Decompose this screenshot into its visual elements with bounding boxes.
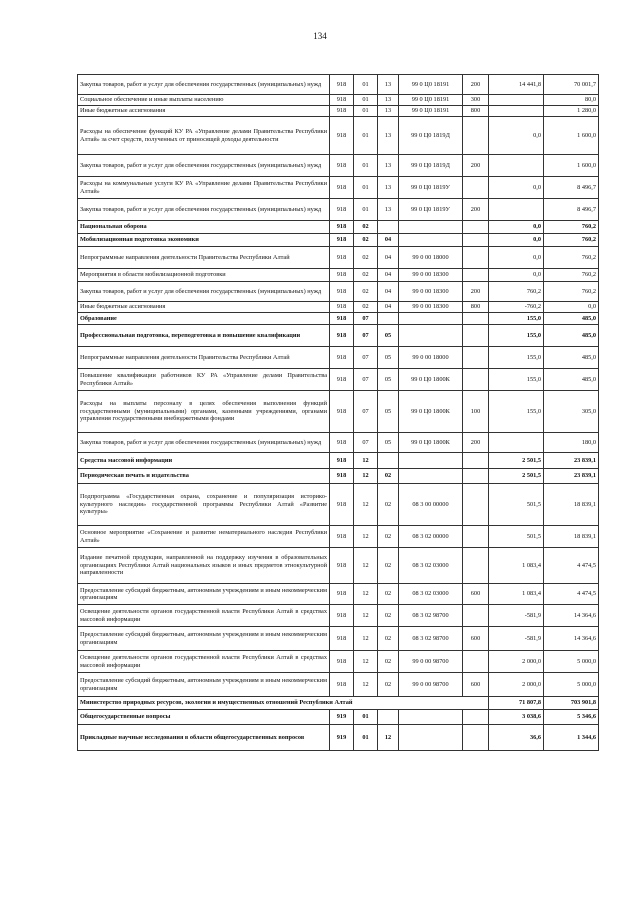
subsection-code-cell: 04 [378,234,399,247]
subsection-code-cell: 05 [378,369,399,391]
amount-change-cell: 0,0 [489,247,544,269]
amount-total-cell: 4 474,5 [544,548,599,584]
subsection-code-cell: 04 [378,302,399,313]
section-code-cell: 07 [354,313,378,325]
amount-change-cell: 2 501,5 [489,453,544,469]
subsection-code-cell: 13 [378,106,399,117]
target-article-cell: 08 3 00 00000 [399,484,463,526]
section-code-cell: 01 [354,75,378,95]
amount-change-cell: 3 038,6 [489,710,544,725]
table-row [78,313,599,325]
ministry-code-cell: 918 [330,117,354,155]
expense-type-cell: 600 [463,584,489,605]
ministry-code-cell: 918 [330,347,354,369]
amount-total-cell: 14 364,6 [544,605,599,627]
target-article-cell: 08 3 02 98700 [399,605,463,627]
table-row [78,369,599,391]
ministry-code-cell: 918 [330,369,354,391]
subsection-code-cell: 02 [378,469,399,484]
ministry-code-cell: 918 [330,95,354,106]
amount-change-cell: 36,6 [489,725,544,751]
subsection-code-cell [378,710,399,725]
expense-type-cell [463,221,489,234]
amount-change-cell: -760,2 [489,302,544,313]
ministry-code-cell: 918 [330,584,354,605]
budget-table [77,74,599,751]
table-row [78,605,599,627]
target-article-cell: 08 3 02 98700 [399,627,463,651]
table-row [78,95,599,106]
table-row [78,234,599,247]
row-name-cell: Подпрограмма «Государственная охрана, сохранение и популяризация историко-культурного наследия» государственной программы Республики Алтай «Развитие культуры» [78,484,330,526]
amount-change-cell: -581,9 [489,627,544,651]
subsection-code-cell: 13 [378,95,399,106]
table-row [78,221,599,234]
expense-type-cell: 200 [463,433,489,453]
section-code-cell: 07 [354,347,378,369]
section-code-cell: 01 [354,117,378,155]
table-row [78,75,599,95]
amount-total-cell: 760,2 [544,282,599,302]
amount-total-cell: 703 901,8 [544,697,599,710]
table-row [78,584,599,605]
amount-change-cell: 155,0 [489,313,544,325]
section-code-cell: 12 [354,651,378,673]
amount-total-cell: 23 839,1 [544,469,599,484]
section-code-cell: 07 [354,391,378,433]
ministry-code-cell: 919 [330,710,354,725]
expense-type-cell: 600 [463,673,489,697]
ministry-code-cell: 918 [330,75,354,95]
ministry-code-cell: 918 [330,391,354,433]
expense-type-cell: 200 [463,155,489,177]
expense-type-cell [463,117,489,155]
amount-change-cell: 2 501,5 [489,469,544,484]
subsection-code-cell: 02 [378,627,399,651]
amount-change-cell: 14 441,8 [489,75,544,95]
ministry-code-cell: 918 [330,177,354,199]
target-article-cell: 99 0 Ц0 18191 [399,95,463,106]
expense-type-cell: 100 [463,391,489,433]
row-name-cell: Прикладные научные исследования в области общегосударственных вопросов [78,725,330,751]
expense-type-cell [463,651,489,673]
expense-type-cell: 300 [463,95,489,106]
section-code-cell: 12 [354,469,378,484]
amount-change-cell: -581,9 [489,605,544,627]
subsection-code-cell: 02 [378,584,399,605]
amount-total-cell: 80,0 [544,95,599,106]
amount-change-cell: 2 000,0 [489,651,544,673]
section-code-cell: 01 [354,155,378,177]
amount-change-cell: 155,0 [489,369,544,391]
table-row [78,325,599,347]
target-article-cell [399,725,463,751]
table-row [78,269,599,282]
target-article-cell [399,234,463,247]
section-code-cell: 12 [354,605,378,627]
amount-total-cell: 8 496,7 [544,177,599,199]
amount-total-cell: 760,2 [544,247,599,269]
row-name-cell: Национальная оборона [78,221,330,234]
amount-total-cell: 1 344,6 [544,725,599,751]
section-code-cell: 12 [354,673,378,697]
amount-change-cell [489,433,544,453]
ministry-code-cell: 918 [330,269,354,282]
section-code-cell: 01 [354,725,378,751]
table-row [78,627,599,651]
row-name-cell: Освещение деятельности органов государственной власти Республики Алтай в средствах массовой информации [78,605,330,627]
ministry-code-cell: 918 [330,605,354,627]
row-name-cell: Общегосударственные вопросы [78,710,330,725]
target-article-cell: 08 3 02 03000 [399,584,463,605]
section-code-cell: 01 [354,199,378,221]
subsection-code-cell: 05 [378,325,399,347]
table-row [78,347,599,369]
table-row [78,710,599,725]
row-name-cell: Предоставление субсидий бюджетным, автономным учреждениям и иным некоммерческим организациям [78,584,330,605]
subsection-code-cell: 02 [378,605,399,627]
target-article-cell [399,453,463,469]
ministry-code-cell: 918 [330,469,354,484]
subsection-code-cell: 13 [378,75,399,95]
amount-total-cell: 180,0 [544,433,599,453]
row-name-cell: Предоставление субсидий бюджетным, автономным учреждениям и иным некоммерческим организациям [78,627,330,651]
subsection-code-cell: 02 [378,673,399,697]
row-name-cell: Периодическая печать и издательства [78,469,330,484]
table-row [78,548,599,584]
section-code-cell: 12 [354,484,378,526]
expense-type-cell [463,347,489,369]
amount-change-cell: 1 083,4 [489,584,544,605]
expense-type-cell [463,725,489,751]
ministry-code-cell: 918 [330,247,354,269]
amount-total-cell: 485,0 [544,369,599,391]
amount-total-cell: 485,0 [544,347,599,369]
amount-total-cell: 485,0 [544,313,599,325]
target-article-cell: 99 0 Ц0 1819У [399,199,463,221]
row-name-cell: Непрограммные направления деятельности Правительства Республики Алтай [78,347,330,369]
amount-total-cell: 0,0 [544,302,599,313]
row-name-cell: Закупка товаров, работ и услуг для обеспечения государственных (муниципальных) нужд [78,75,330,95]
section-code-cell: 12 [354,627,378,651]
amount-change-cell: 155,0 [489,347,544,369]
table-row [78,651,599,673]
amount-total-cell: 5 000,0 [544,673,599,697]
subsection-code-cell [378,313,399,325]
section-code-cell: 02 [354,221,378,234]
table-row [78,469,599,484]
ministry-code-cell: 918 [330,282,354,302]
table-row [78,155,599,177]
table-row [78,433,599,453]
section-code-cell: 01 [354,95,378,106]
table-row [78,673,599,697]
target-article-cell: 99 0 Ц0 18191 [399,106,463,117]
amount-total-cell: 4 474,5 [544,584,599,605]
table-row [78,725,599,751]
target-article-cell: 99 0 Ц0 1819Д [399,117,463,155]
expense-type-cell: 200 [463,75,489,95]
subsection-code-cell [378,221,399,234]
row-name-cell: Издание печатной продукции, направленной на поддержку изучения в образовательных организациях Республики Алтай национальных языков и иных предметов этнокультурной направленности [78,548,330,584]
subsection-code-cell: 05 [378,391,399,433]
subsection-code-cell: 05 [378,347,399,369]
expense-type-cell [463,710,489,725]
ministry-code-cell: 918 [330,673,354,697]
target-article-cell: 99 0 00 18300 [399,282,463,302]
subsection-code-cell: 05 [378,433,399,453]
table-row [78,302,599,313]
amount-change-cell: 1 083,4 [489,548,544,584]
amount-change-cell: 0,0 [489,221,544,234]
subsection-code-cell: 02 [378,484,399,526]
table-row [78,106,599,117]
table-row [78,177,599,199]
subsection-code-cell: 04 [378,269,399,282]
section-code-cell: 02 [354,269,378,282]
amount-total-cell: 8 496,7 [544,199,599,221]
row-name-cell: Средства массовой информации [78,453,330,469]
ministry-code-cell: 919 [330,725,354,751]
row-name-cell: Закупка товаров, работ и услуг для обеспечения государственных (муниципальных) нужд [78,155,330,177]
amount-change-cell [489,95,544,106]
section-code-cell: 12 [354,548,378,584]
target-article-cell [399,313,463,325]
ministry-code-cell: 918 [330,433,354,453]
amount-total-cell: 70 001,7 [544,75,599,95]
amount-total-cell: 23 839,1 [544,453,599,469]
expense-type-cell [463,234,489,247]
row-name-cell: Социальное обеспечение и иные выплаты населению [78,95,330,106]
expense-type-cell [463,313,489,325]
subsection-code-cell: 02 [378,651,399,673]
expense-type-cell [463,526,489,548]
row-name-cell: Иные бюджетные ассигнования [78,302,330,313]
amount-change-cell: 501,5 [489,484,544,526]
target-article-cell: 99 0 00 98700 [399,651,463,673]
ministry-code-cell: 918 [330,313,354,325]
amount-change-cell: 501,5 [489,526,544,548]
table-row [78,117,599,155]
row-name-cell: Расходы на выплаты персоналу в целях обеспечения выполнения функций государственными (муниципальными) органами, казенными учреждениями, органами управления государственными внебюджетными фондами [78,391,330,433]
section-code-cell: 02 [354,247,378,269]
expense-type-cell: 200 [463,282,489,302]
amount-total-cell: 760,2 [544,234,599,247]
target-article-cell: 99 0 Ц0 1800К [399,433,463,453]
section-code-cell: 07 [354,325,378,347]
section-code-cell: 07 [354,433,378,453]
ministry-code-cell: 918 [330,221,354,234]
section-code-cell: 01 [354,177,378,199]
amount-total-cell: 1 280,0 [544,106,599,117]
table-row [78,453,599,469]
row-name-cell: Предоставление субсидий бюджетным, автономным учреждениям и иным некоммерческим организациям [78,673,330,697]
section-code-cell: 12 [354,584,378,605]
target-article-cell: 08 3 02 00000 [399,526,463,548]
section-code-cell: 12 [354,526,378,548]
target-article-cell: 99 0 Ц0 1819У [399,177,463,199]
ministry-code-cell: 918 [330,106,354,117]
amount-change-cell: 760,2 [489,282,544,302]
amount-total-cell: 305,0 [544,391,599,433]
subsection-code-cell: 13 [378,117,399,155]
target-article-cell: 99 0 00 18000 [399,247,463,269]
amount-change-cell: 0,0 [489,117,544,155]
row-name-cell: Основное мероприятие «Сохранение и развитие нематериального наследия Республики Алтай» [78,526,330,548]
target-article-cell: 99 0 Ц0 1800К [399,369,463,391]
amount-change-cell: 0,0 [489,234,544,247]
row-name-cell: Закупка товаров, работ и услуг для обеспечения государственных (муниципальных) нужд [78,433,330,453]
amount-total-cell: 18 839,1 [544,484,599,526]
amount-change-cell [489,106,544,117]
table-body [78,75,599,751]
table-row [78,697,599,710]
expense-type-cell [463,484,489,526]
target-article-cell: 99 0 00 18300 [399,302,463,313]
target-article-cell [399,325,463,347]
amount-change-cell: 155,0 [489,325,544,347]
subsection-code-cell: 04 [378,247,399,269]
ministry-code-cell: 918 [330,155,354,177]
subsection-code-cell: 02 [378,526,399,548]
ministry-code-cell: 918 [330,526,354,548]
row-name-cell: Мобилизационная подготовка экономики [78,234,330,247]
expense-type-cell [463,369,489,391]
amount-total-cell: 485,0 [544,325,599,347]
amount-change-cell: 2 000,0 [489,673,544,697]
expense-type-cell [463,269,489,282]
table-row [78,391,599,433]
target-article-cell: 99 0 Ц0 1819Д [399,155,463,177]
amount-total-cell: 1 600,0 [544,117,599,155]
table-row [78,199,599,221]
amount-total-cell: 760,2 [544,269,599,282]
table-row [78,484,599,526]
amount-change-cell: 0,0 [489,269,544,282]
amount-change-cell: 71 807,8 [489,697,544,710]
section-code-cell: 02 [354,302,378,313]
ministry-code-cell: 918 [330,484,354,526]
target-article-cell: 99 0 Ц0 1800К [399,391,463,433]
row-name-cell: Министерство природных ресурсов, экологии и имущественных отношений Республики Алтай [78,697,489,710]
amount-total-cell: 5 346,6 [544,710,599,725]
amount-total-cell: 5 000,0 [544,651,599,673]
row-name-cell: Расходы на обеспечение функций КУ РА «Управление делами Правительства Республики Алтай» за счет средств, полученных от приносящей доходы деятельности [78,117,330,155]
section-code-cell: 07 [354,369,378,391]
row-name-cell: Повышение квалификации работников КУ РА «Управление делами Правительства Республики Алтай» [78,369,330,391]
ministry-code-cell: 918 [330,651,354,673]
row-name-cell: Закупка товаров, работ и услуг для обеспечения государственных (муниципальных) нужд [78,282,330,302]
subsection-code-cell: 12 [378,725,399,751]
ministry-code-cell: 918 [330,234,354,247]
ministry-code-cell: 918 [330,302,354,313]
row-name-cell: Мероприятия в области мобилизационной подготовки [78,269,330,282]
ministry-code-cell: 918 [330,453,354,469]
expense-type-cell [463,325,489,347]
expense-type-cell [463,548,489,584]
section-code-cell: 12 [354,453,378,469]
expense-type-cell [463,605,489,627]
amount-total-cell: 14 364,6 [544,627,599,651]
table-row [78,282,599,302]
subsection-code-cell: 13 [378,177,399,199]
amount-total-cell: 18 839,1 [544,526,599,548]
row-name-cell: Образование [78,313,330,325]
section-code-cell: 01 [354,710,378,725]
amount-change-cell [489,199,544,221]
expense-type-cell: 800 [463,106,489,117]
expense-type-cell: 200 [463,199,489,221]
expense-type-cell [463,453,489,469]
row-name-cell: Расходы на коммунальные услуги КУ РА «Управление делами Правительства Республики Алтай» [78,177,330,199]
section-code-cell: 02 [354,282,378,302]
subsection-code-cell: 13 [378,155,399,177]
target-article-cell [399,469,463,484]
target-article-cell [399,710,463,725]
target-article-cell [399,221,463,234]
expense-type-cell [463,247,489,269]
section-code-cell: 02 [354,234,378,247]
expense-type-cell [463,469,489,484]
ministry-code-cell: 918 [330,548,354,584]
row-name-cell: Профессиональная подготовка, переподготовка и повышение квалификации [78,325,330,347]
row-name-cell: Освещение деятельности органов государственной власти Республики Алтай в средствах массовой информации [78,651,330,673]
ministry-code-cell: 918 [330,199,354,221]
row-name-cell: Непрограммные направления деятельности Правительства Республики Алтай [78,247,330,269]
target-article-cell: 99 0 00 18000 [399,347,463,369]
expense-type-cell [463,177,489,199]
ministry-code-cell: 918 [330,627,354,651]
amount-change-cell: 155,0 [489,391,544,433]
table-row [78,526,599,548]
amount-change-cell [489,155,544,177]
amount-change-cell: 0,0 [489,177,544,199]
target-article-cell: 08 3 02 03000 [399,548,463,584]
subsection-code-cell: 04 [378,282,399,302]
ministry-code-cell: 918 [330,325,354,347]
target-article-cell: 99 0 00 18300 [399,269,463,282]
table-row [78,247,599,269]
amount-total-cell: 1 600,0 [544,155,599,177]
page-number: 134 [313,31,327,41]
subsection-code-cell: 02 [378,548,399,584]
target-article-cell: 99 0 Ц0 18191 [399,75,463,95]
expense-type-cell: 800 [463,302,489,313]
amount-total-cell: 760,2 [544,221,599,234]
section-code-cell: 01 [354,106,378,117]
target-article-cell: 99 0 00 98700 [399,673,463,697]
expense-type-cell: 600 [463,627,489,651]
row-name-cell: Иные бюджетные ассигнования [78,106,330,117]
subsection-code-cell [378,453,399,469]
subsection-code-cell: 13 [378,199,399,221]
row-name-cell: Закупка товаров, работ и услуг для обеспечения государственных (муниципальных) нужд [78,199,330,221]
